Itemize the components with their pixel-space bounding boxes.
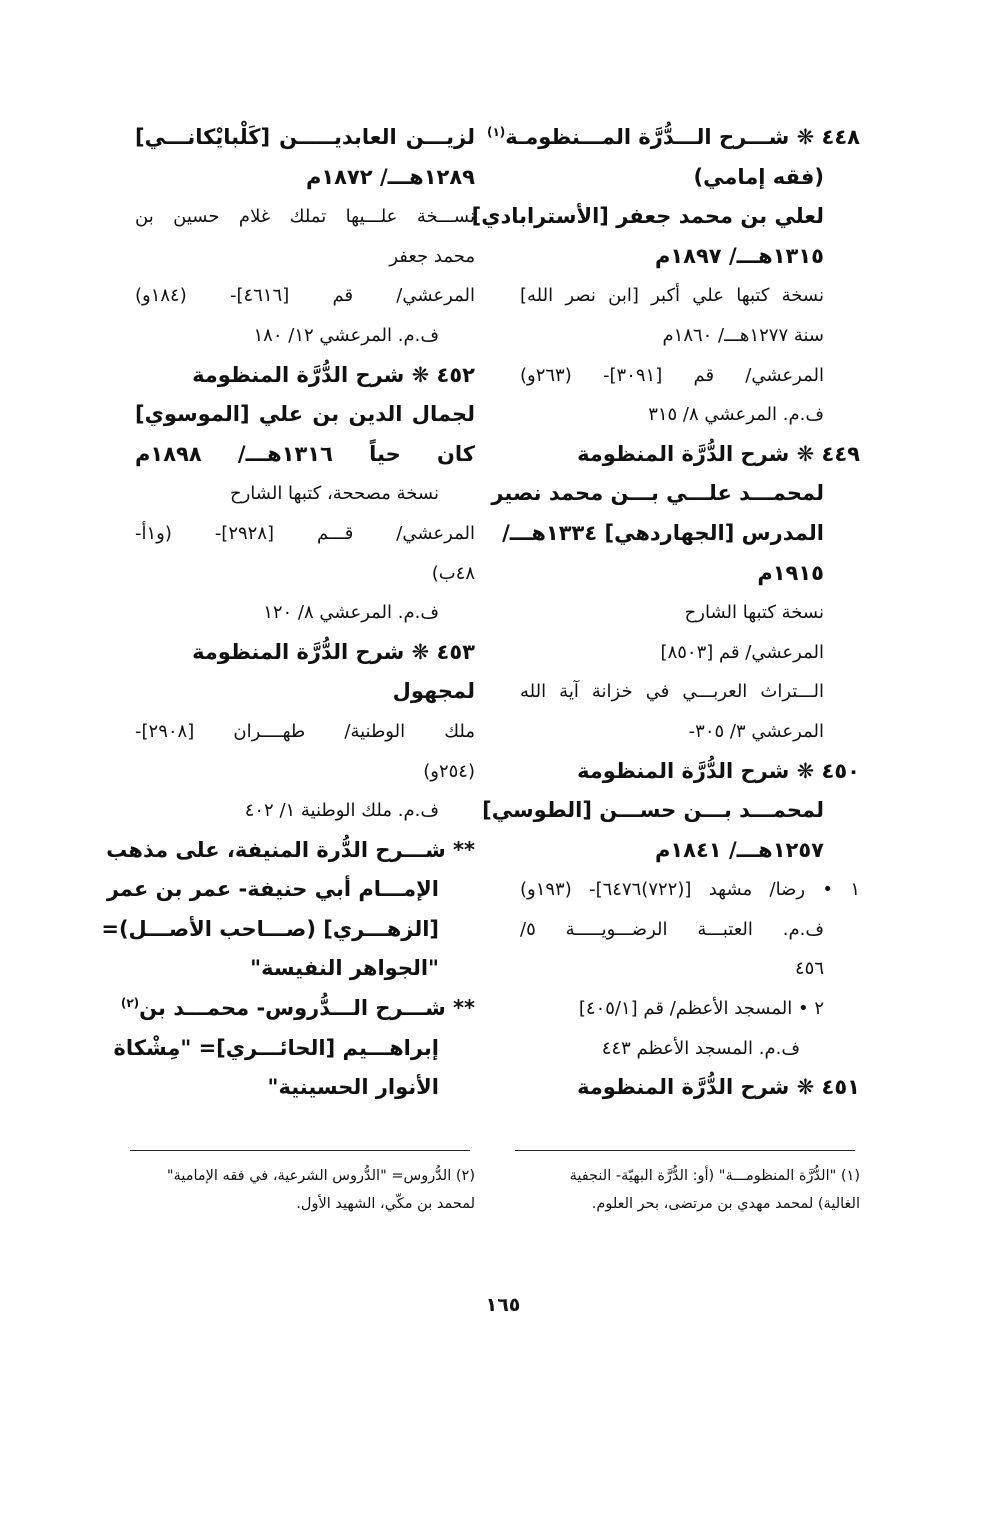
line-text: كان حياً ١٣١٦هـــ/ ١٨٩٨م — [135, 441, 475, 466]
line-text: ٤٥٠ ❋ شرح الدُّرَّة المنظومة — [577, 758, 860, 783]
line-text: (فقه إمامي) — [693, 164, 824, 189]
text-line — [101, 910, 475, 950]
line-text: ** شـــرح الدُّرة المنيفة، على مذهب — [106, 837, 475, 862]
line-text: المرعشي ٣/ ٣٠٥- — [688, 720, 824, 742]
line-text: ١٩١٥م — [757, 560, 824, 585]
line-text: نسخة كتبها الشارح — [684, 602, 824, 624]
line-text: لجمال الدين بن علي [الموسوي] — [135, 402, 475, 427]
text-line — [520, 1029, 860, 1069]
text-line — [135, 1068, 475, 1108]
footnote-marker: (١) — [486, 125, 506, 139]
text-line — [135, 118, 475, 158]
text-line — [135, 593, 475, 633]
text-line — [520, 752, 860, 792]
text-line — [135, 395, 475, 435]
footnote-right — [520, 1162, 860, 1218]
line-text: ف.م. ملك الوطنية ١/ ٤٠٢ — [244, 800, 439, 822]
line-text: (٢٥٤و) — [423, 760, 475, 782]
footnote-rule-right — [515, 1150, 855, 1151]
text-line — [520, 910, 860, 950]
line-text: ٤٥٣ ❋ شرح الدُّرَّة المنظومة — [192, 639, 475, 664]
text-line — [486, 118, 860, 158]
line-text: ف.م. المسجد الأعظم ٤٤٣ — [601, 1037, 800, 1059]
line-text: ** شـــرح الـــدُّروس- محمـــد بن — [139, 996, 475, 1021]
text-line — [520, 633, 860, 673]
line-text: محمد جعفر — [389, 245, 475, 267]
text-line — [491, 474, 860, 514]
line-text: الإمـــام أبي حنيفة- عمر بن عمر — [106, 877, 439, 902]
text-line — [520, 395, 860, 435]
line-text: ٤٥٦ — [794, 958, 824, 980]
line-text: ف.م. المرعشي ٨/ ١٢٠ — [263, 602, 439, 624]
text-line — [520, 276, 860, 316]
text-line — [520, 237, 860, 277]
text-line — [135, 633, 475, 673]
text-line — [120, 989, 475, 1029]
line-text: المرعشي/ قم [٤٦١٦]- (١٨٤و) — [135, 285, 475, 307]
footnote-line: (١) "الدُّرَّة المنظومـــة" (أو: الدُّرَّة البهيّة- النجفية — [569, 1168, 860, 1184]
line-text: ٤٤٩ ❋ شرح الدُّرَّة المنظومة — [577, 441, 860, 466]
footnote-rule-left — [130, 1150, 470, 1151]
text-line — [520, 435, 860, 475]
line-text: ف.م. المرعشي ١٢/ ١٨٠ — [253, 324, 439, 346]
line-text: ١٢٨٩هـــ/ ١٨٧٢م — [305, 164, 475, 189]
text-line — [520, 989, 860, 1029]
right-column — [471, 118, 860, 1108]
left-column — [101, 118, 475, 1108]
line-text: المرعشي/ قم [٨٥٠٣] — [660, 641, 824, 663]
text-line — [135, 356, 475, 396]
text-line — [135, 197, 475, 237]
line-text: إبراهـــيم [الحائـــري]= "مِشْكاة — [113, 1035, 439, 1060]
text-line — [135, 712, 475, 752]
text-line — [135, 752, 475, 792]
footnote-left — [135, 1162, 475, 1218]
text-line — [520, 870, 860, 910]
text-line — [520, 831, 860, 871]
line-text: نسخة كتبها علي أكبر [ابن نصر الله] — [520, 285, 824, 307]
text-line — [520, 356, 860, 396]
text-line — [502, 514, 860, 554]
line-text: الأنوار الحسينية" — [267, 1075, 439, 1100]
footnote-line: (٢) الدُّروس= "الدُّروس الشرعية، في فقه الإمامية" — [166, 1168, 475, 1184]
line-text: "الجواهر النفيسة" — [250, 956, 439, 981]
text-line — [520, 949, 860, 989]
line-text: ملك الوطنية/ طهــــران [٢٩٠٨]- — [135, 720, 475, 742]
text-line — [520, 554, 860, 594]
text-line — [135, 949, 475, 989]
line-text: لزيـــن العابديـــــن [كَلْبايْكانـــي] — [135, 125, 475, 149]
text-line — [135, 435, 475, 475]
line-text: لمحمـــد بـــن حســـن [الطوسي] — [482, 798, 824, 823]
text-line — [520, 158, 860, 198]
line-text: ٤٥٢ ❋ شرح الدُّرَّة المنظومة — [192, 362, 475, 387]
line-text: المرعشي/ قم [٣٠٩١]- (٢٦٣و) — [520, 364, 824, 386]
line-text: ٤٤٨ ❋ شـــرح الـــدُّرَّة المـــنظومـة — [505, 125, 860, 149]
text-line — [135, 474, 475, 514]
line-text: ٤٥١ ❋ شرح الدُّرَّة المنظومة — [577, 1075, 860, 1100]
text-line — [135, 672, 475, 712]
line-text: ٢ • المسجد الأعظم/ قم [٤٠٥/١] — [578, 998, 824, 1020]
text-line — [471, 197, 860, 237]
text-line — [482, 791, 860, 831]
text-line — [135, 514, 475, 554]
text-line — [520, 712, 860, 752]
text-line — [135, 237, 475, 277]
line-text: المرعشي/ قـــم [٢٩٢٨]- (و١أ- — [135, 522, 475, 544]
page-number: ١٦٥ — [485, 1294, 521, 1316]
line-text: ف.م. العتبـــة الرضـــويـــــة ٥/ — [520, 918, 824, 940]
text-line — [135, 276, 475, 316]
text-line — [106, 831, 475, 871]
text-line — [106, 870, 475, 910]
line-text: [الزهـــري] (صـــاحب الأصـــل)= — [101, 916, 439, 941]
line-text: لعلي بن محمد جعفر [الأسترابادي] — [471, 204, 824, 229]
line-text: ف.م. المرعشي ٨/ ٣١٥ — [648, 404, 824, 426]
text-line — [520, 672, 860, 712]
text-line — [520, 1068, 860, 1108]
text-line — [135, 554, 475, 594]
line-text: سنة ١٢٧٧هـــ/ ١٨٦٠م — [662, 324, 824, 346]
text-line — [135, 158, 475, 198]
text-line — [520, 316, 860, 356]
text-line — [135, 316, 475, 356]
text-line — [135, 791, 475, 831]
line-text: نســـخة علـــيها تملك غلام حسين بن — [135, 206, 475, 228]
line-text: ١ • رضا/ مشهد [(٧٢٢)٦٤٧٦]- (١٩٣و) — [520, 879, 860, 901]
footnote-marker: (٢) — [120, 996, 140, 1011]
footnote-line: لمحمد بن مكّي، الشهيد الأول. — [296, 1196, 475, 1212]
text-line — [520, 593, 860, 633]
line-text: الـــتراث العربـــي في خزانة آية الله — [520, 681, 824, 703]
line-text: لمحمـــد علـــي بـــن محمد نصير — [491, 481, 824, 506]
footnote-line: الغالية) لمحمد مهدي بن مرتضى، بحر العلوم. — [591, 1196, 860, 1212]
line-text: ٤٨ب) — [431, 562, 475, 584]
line-text: ١٢٥٧هـــ/ ١٨٤١م — [654, 837, 824, 862]
line-text: المدرس [الجهاردهي] ١٣٣٤هـــ/ — [502, 520, 824, 545]
text-line — [113, 1029, 475, 1069]
line-text: ١٣١٥هـــ/ ١٨٩٧م — [654, 243, 824, 268]
line-text: لمجهول — [392, 679, 475, 704]
line-text: نسخة مصححة، كتبها الشارح — [229, 483, 439, 505]
